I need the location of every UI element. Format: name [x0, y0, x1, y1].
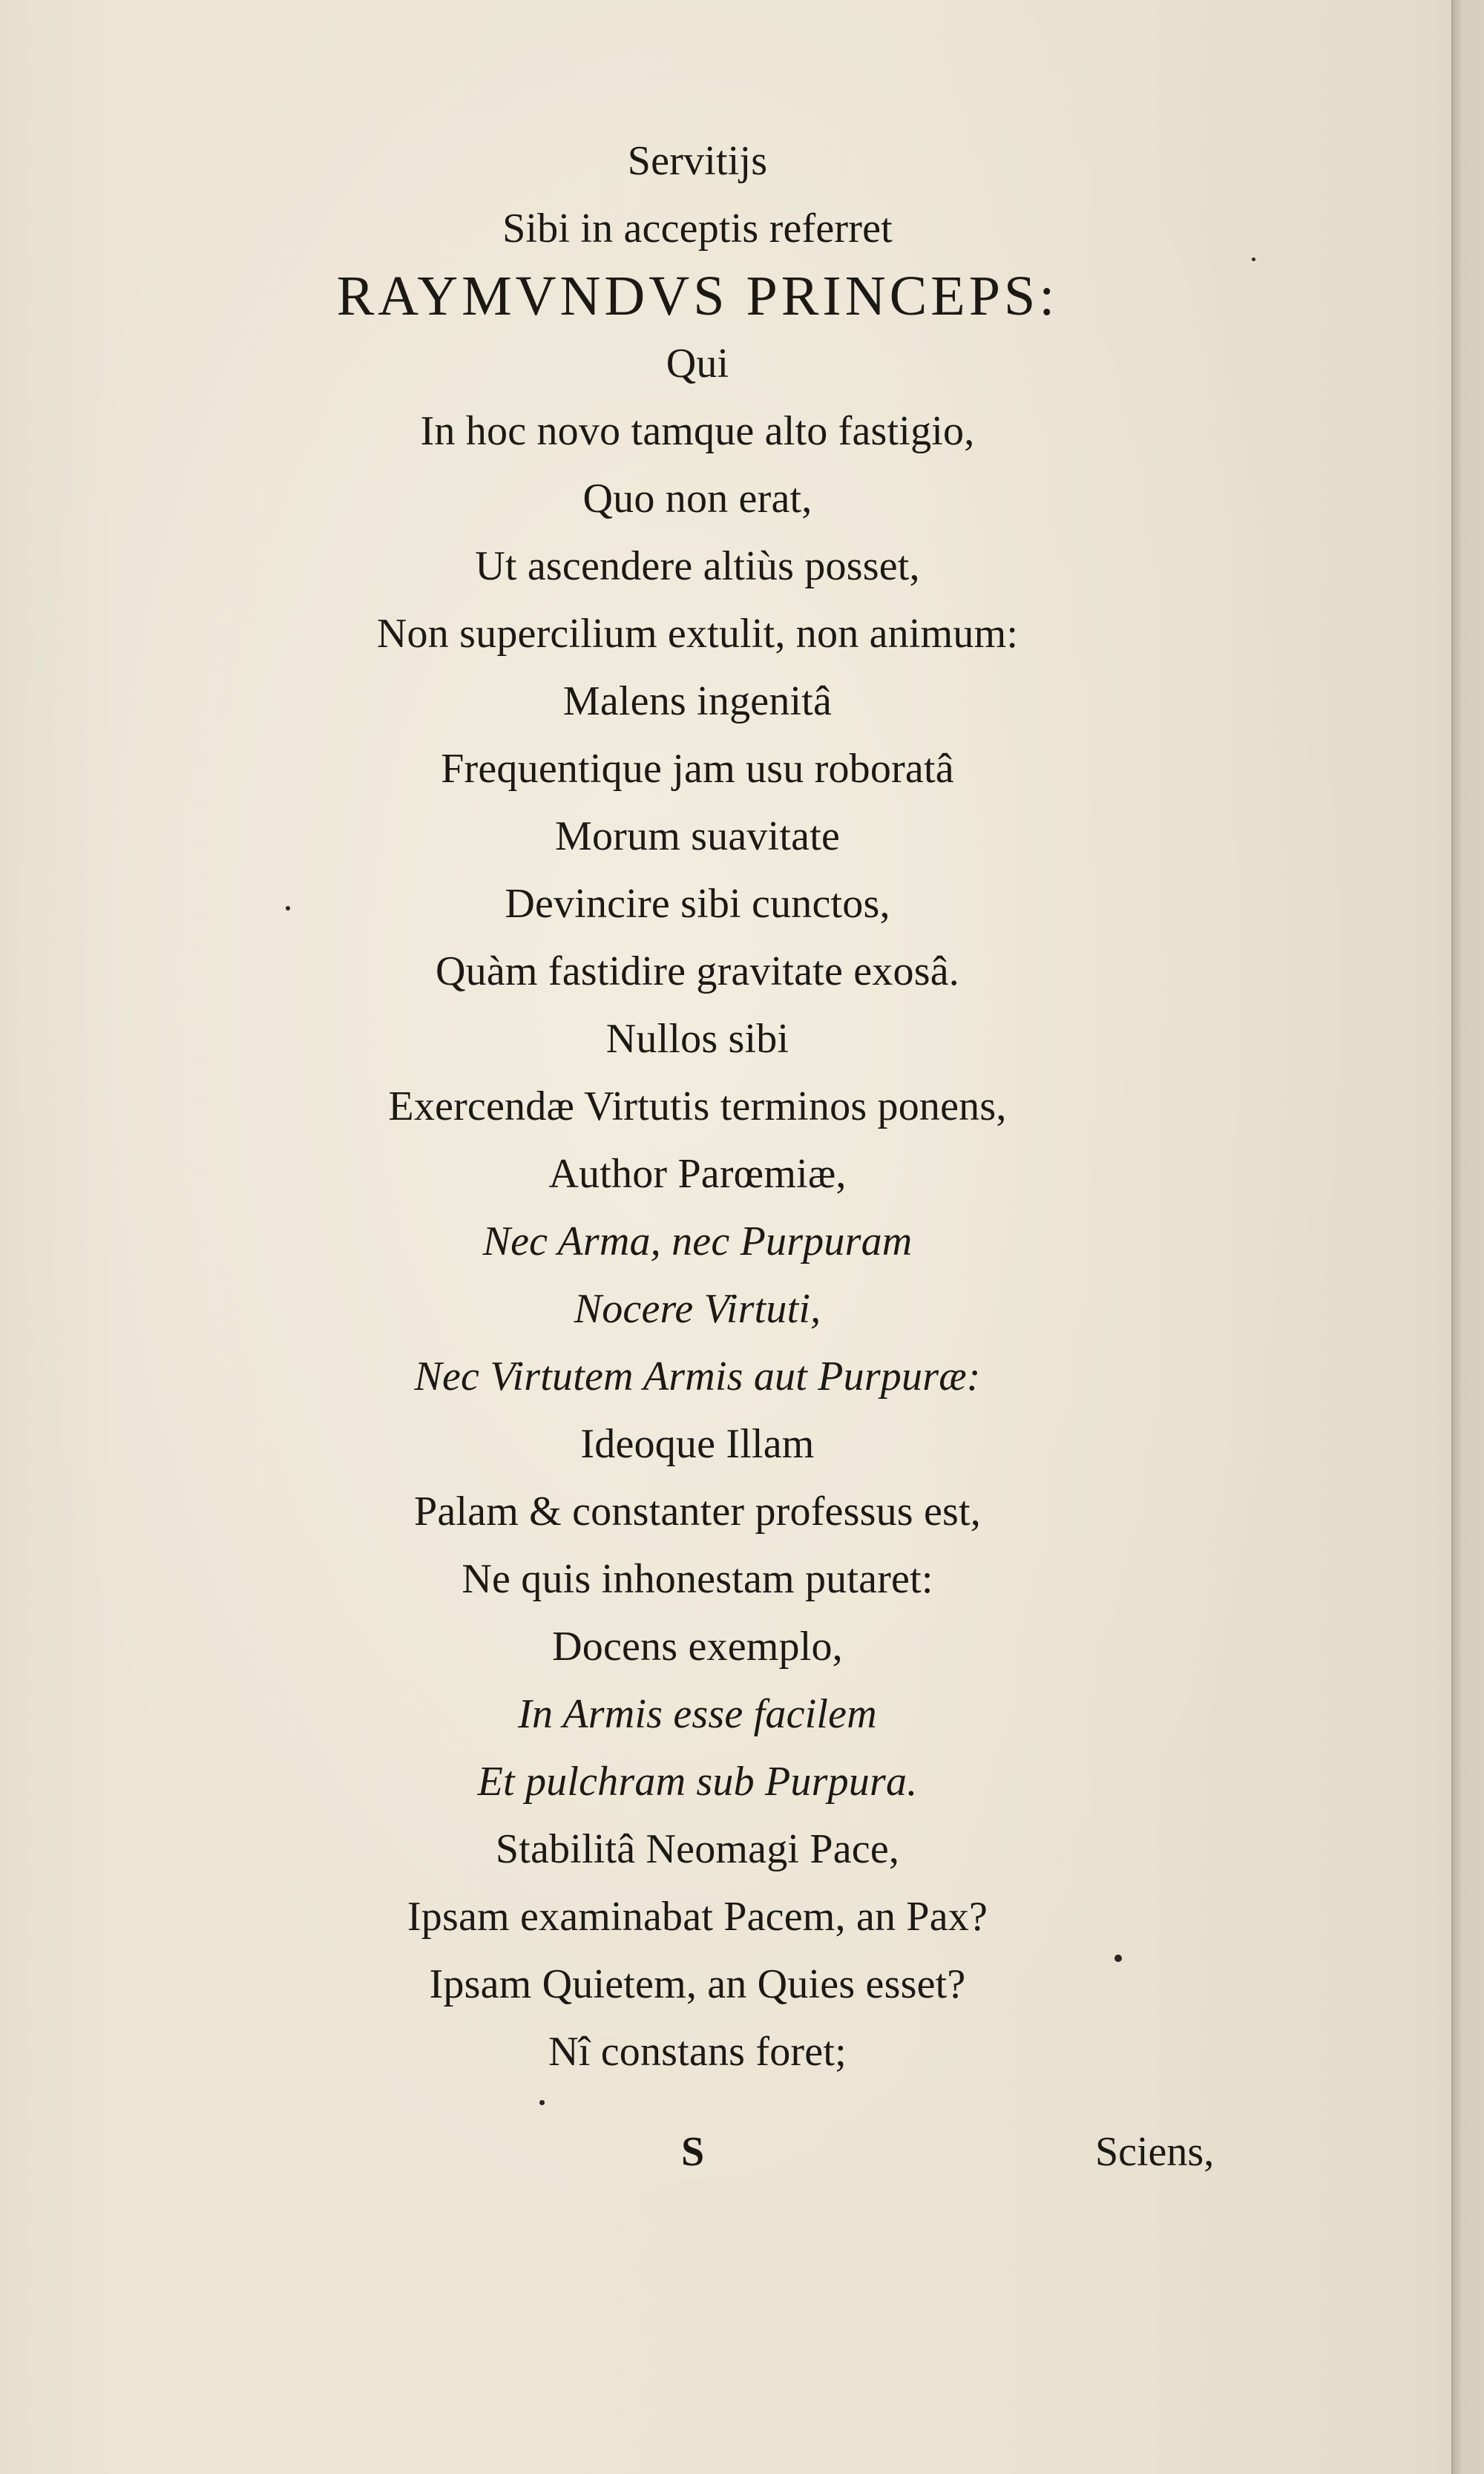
text-line: In Armis esse facilem: [518, 1691, 877, 1737]
text-line: Ipsam examinabat Pacem, an Pax?: [407, 1894, 988, 1940]
text-line: Malens ingenitâ: [562, 678, 833, 724]
text-line: Nec Virtutem Armis aut Purpuræ:: [414, 1354, 981, 1400]
text-line: Morum suavitate: [554, 813, 841, 859]
catchword: Sciens,: [1095, 2129, 1215, 2175]
ink-speck: [286, 906, 290, 910]
text-line: Et pulchram sub Purpura.: [477, 1759, 918, 1805]
text-line: Qui: [666, 341, 729, 387]
text-line: Nî constans foret;: [548, 2029, 847, 2075]
text-line: Ipsam Quietem, an Quies esset?: [429, 1961, 966, 2007]
text-line: Devincire sibi cunctos,: [505, 881, 890, 927]
ink-speck: [539, 2100, 545, 2105]
text-line: Palam & constanter professus est,: [414, 1489, 981, 1535]
ink-speck: [1114, 1955, 1122, 1962]
text-line: Exercendæ Virtutis terminos ponens,: [388, 1083, 1007, 1129]
text-line: Quo non erat,: [582, 476, 812, 522]
text-line: Servitijs: [627, 138, 768, 184]
text-line: Frequentique jam usu roboratâ: [441, 746, 954, 792]
text-line: Nullos sibi: [605, 1016, 789, 1062]
page-edge: [1451, 0, 1484, 2474]
text-line: Quàm fastidire gravitate exosâ.: [436, 948, 959, 994]
text-line: Docens exemplo,: [552, 1624, 843, 1670]
text-line: Nocere Virtuti,: [574, 1286, 821, 1332]
poem-text-block: [0, 128, 1395, 2086]
text-line: Ne quis inhonestam putaret:: [462, 1556, 933, 1602]
text-line: In hoc novo tamque alto fastigio,: [420, 408, 975, 454]
text-line: Ut ascendere altiùs posset,: [475, 543, 920, 589]
ink-speck: [1252, 257, 1255, 261]
text-line: Stabilitâ Neomagi Pace,: [495, 1826, 900, 1872]
text-line: Author Parœmiæ,: [548, 1151, 847, 1197]
signature-mark: S: [681, 2129, 705, 2175]
text-line: Sibi in acceptis referret: [502, 206, 893, 252]
page-footer: [0, 2119, 1395, 2185]
text-line: RAYMVNDVS PRINCEPS:: [336, 265, 1059, 327]
text-line: Non supercilium extulit, non animum:: [376, 611, 1019, 657]
text-line: Nec Arma, nec Purpuram: [482, 1218, 913, 1264]
text-line: Ideoque Illam: [580, 1421, 815, 1467]
